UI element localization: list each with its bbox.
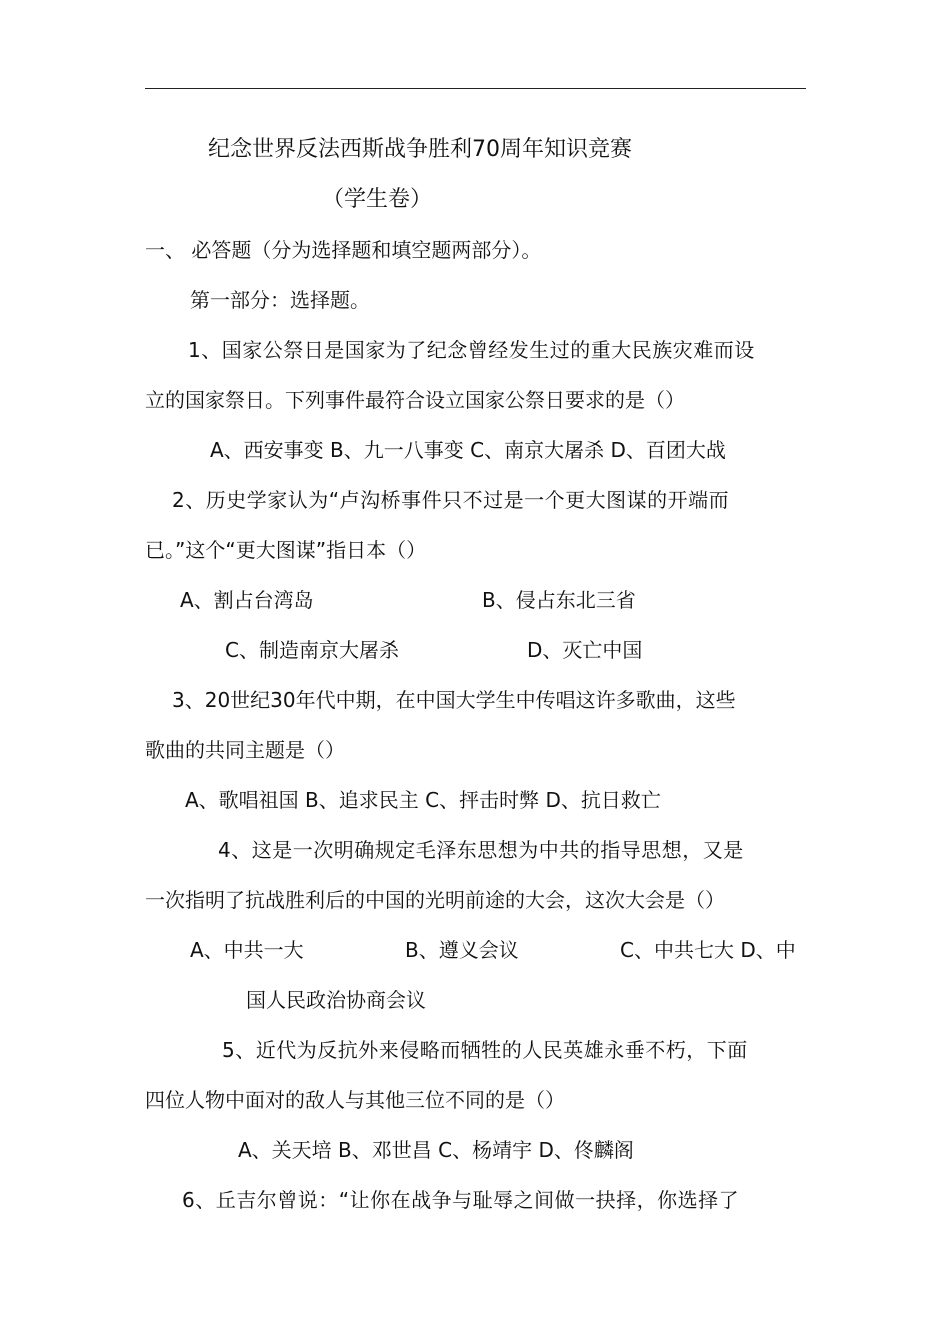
question-1-line-1: 1、国家公祭日是国家为了纪念曾经发生过的重大民族灾难而设 xyxy=(188,338,755,362)
question-5-options: A、关天培 B、邓世昌 C、杨靖宇 D、佟麟阁 xyxy=(238,1138,634,1162)
part-heading: 第一部分：选择题。 xyxy=(190,288,370,312)
question-1-line-2: 立的国家祭日。下列事件最符合设立国家公祭日要求的是（） xyxy=(145,388,685,412)
question-2-option-c: C、制造南京大屠杀 xyxy=(225,638,399,662)
question-4-line-2: 一次指明了抗战胜利后的中国的光明前途的大会，这次大会是（） xyxy=(145,888,725,912)
question-2-line-2: 已。”这个“更大图谋”指日本（） xyxy=(145,538,427,562)
header-rule xyxy=(145,88,806,89)
document-title: 纪念世界反法西斯战争胜利70周年知识竞赛 xyxy=(208,137,632,162)
question-4-line-1: 4、这是一次明确规定毛泽东思想为中共的指导思想，又是 xyxy=(218,838,744,862)
question-6-line-1: 6、丘吉尔曾说：“让你在战争与耻辱之间做一抉择，你选择了 xyxy=(182,1188,740,1212)
question-2-option-a: A、割占台湾岛 xyxy=(180,588,314,612)
question-4-option-c: C、中共七大 D、中 xyxy=(620,938,796,962)
question-2-option-b: B、侵占东北三省 xyxy=(482,588,636,612)
section-heading: 一、 必答题（分为选择题和填空题两部分）。 xyxy=(145,238,542,262)
question-4-option-a: A、中共一大 xyxy=(190,938,304,962)
question-3-line-1: 3、20世纪30年代中期，在中国大学生中传唱这许多歌曲，这些 xyxy=(172,688,736,712)
document-subtitle: （学生卷） xyxy=(322,187,433,212)
question-1-options: A、西安事变 B、九一八事变 C、南京大屠杀 D、百团大战 xyxy=(210,438,726,462)
question-4-option-d-cont: 国人民政治协商会议 xyxy=(246,988,426,1012)
question-5-line-2: 四位人物中面对的敌人与其他三位不同的是（） xyxy=(145,1088,565,1112)
question-4-option-b: B、遵义会议 xyxy=(405,938,519,962)
question-2-option-d: D、灭亡中国 xyxy=(527,638,643,662)
question-3-line-2: 歌曲的共同主题是（） xyxy=(145,738,345,762)
question-2-line-1: 2、历史学家认为“卢沟桥事件只不过是一个更大图谋的开端而 xyxy=(172,488,730,512)
question-5-line-1: 5、近代为反抗外来侵略而牺牲的人民英雄永垂不朽，下面 xyxy=(222,1038,748,1062)
question-3-options: A、歌唱祖国 B、追求民主 C、抨击时弊 D、抗日救亡 xyxy=(185,788,661,812)
